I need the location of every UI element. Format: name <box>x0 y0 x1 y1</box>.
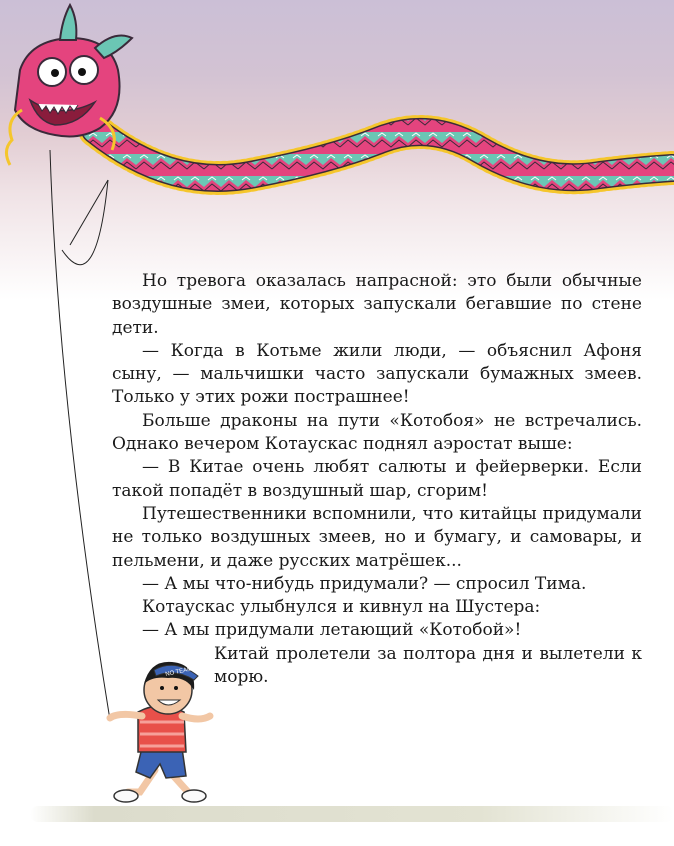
paragraph: Но тревога оказалась напрасной: это были обычные воздушные змеи, которых запускали бегавшие по стене дети. <box>112 271 642 338</box>
paragraph: Котаускас улыбнулся и кивнул на Шустера: <box>142 597 541 618</box>
paragraph: Китай пролетели за полтора дня и вылетели к морю. <box>214 643 642 688</box>
cap-text: NO TEAM <box>164 666 193 678</box>
story-text <box>112 270 642 689</box>
paragraph: — А мы что-нибудь придумали? — спросил Тима. <box>142 573 587 594</box>
paragraph: — В Китае очень любят салюты и фейерверки. Если такой попадёт в воздушный шар, сгорим! <box>112 457 642 501</box>
dragon-kite-icon <box>6 5 672 178</box>
paragraph: — Когда в Котьме жили люди, — объяснил Афоня сыну, — мальчишки часто запускали бумажных змеев. Только у этих рожи пострашнее! <box>112 340 642 408</box>
paragraph: Путешественники вспомнили, что китайцы придумали не только воздушных змеев, но и бумагу, и самовары, и пельмени, и даже русских матрёшек... <box>112 503 642 571</box>
kite-string <box>50 150 110 720</box>
paragraph: — А мы придумали летающий «Котобой»! <box>142 620 522 641</box>
ground-shadow <box>30 806 674 822</box>
paragraph: Больше драконы на пути «Котобоя» не встречались. Однако вечером Котаускас поднял аэростат выше: <box>112 410 642 455</box>
